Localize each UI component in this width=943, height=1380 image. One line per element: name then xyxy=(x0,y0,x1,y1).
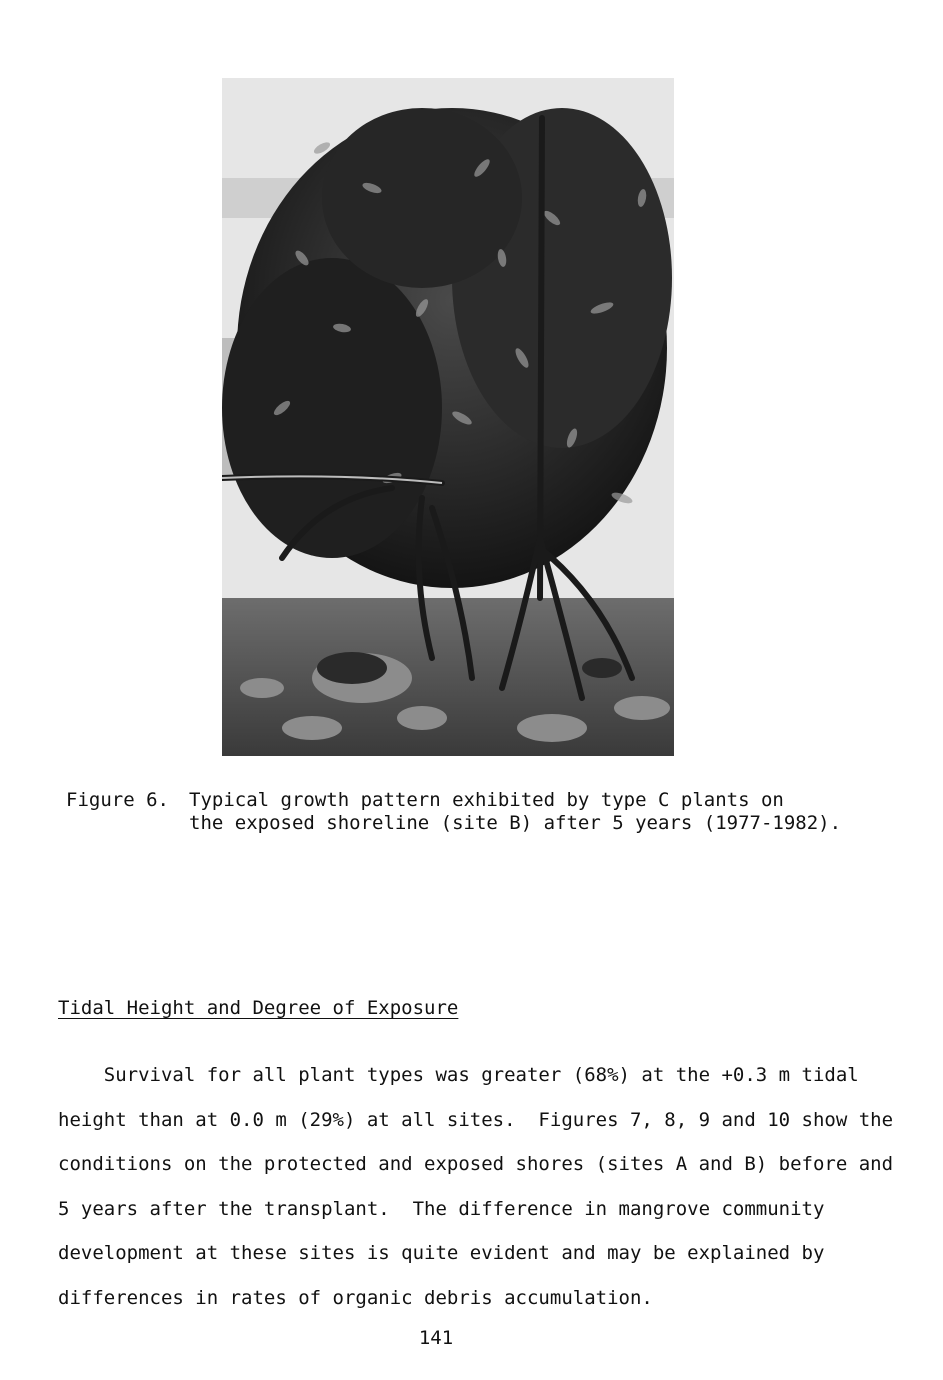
paragraph-line: differences in rates of organic debris accumulation. xyxy=(58,1286,653,1309)
mangrove-photograph xyxy=(222,78,674,756)
page-number: 141 xyxy=(418,1327,454,1349)
paragraph-line: conditions on the protected and exposed shores (sites A and B) before and xyxy=(58,1153,894,1176)
body-paragraph xyxy=(58,1061,894,1329)
paragraph-line: Survival for all plant types was greater (68%) at the +0.3 m tidal xyxy=(58,1064,859,1086)
figure-caption-line-2: the exposed shoreline (site B) after 5 years (1977-1982). xyxy=(189,812,842,834)
figure-label: Figure 6. xyxy=(66,789,169,811)
figure-caption-line-1: Typical growth pattern exhibited by type C plants on xyxy=(189,789,784,811)
paragraph-line: 5 years after the transplant. The difference in mangrove community xyxy=(58,1197,825,1220)
figure-caption xyxy=(66,789,886,835)
mangrove-photo-drawing xyxy=(222,78,674,756)
paragraph-line: height than at 0.0 m (29%) at all sites. Figures 7, 8, 9 and 10 show the xyxy=(58,1108,894,1131)
paragraph-line: development at these sites is quite evident and may be explained by xyxy=(58,1242,825,1265)
section-heading: Tidal Height and Degree of Exposure xyxy=(58,997,459,1019)
